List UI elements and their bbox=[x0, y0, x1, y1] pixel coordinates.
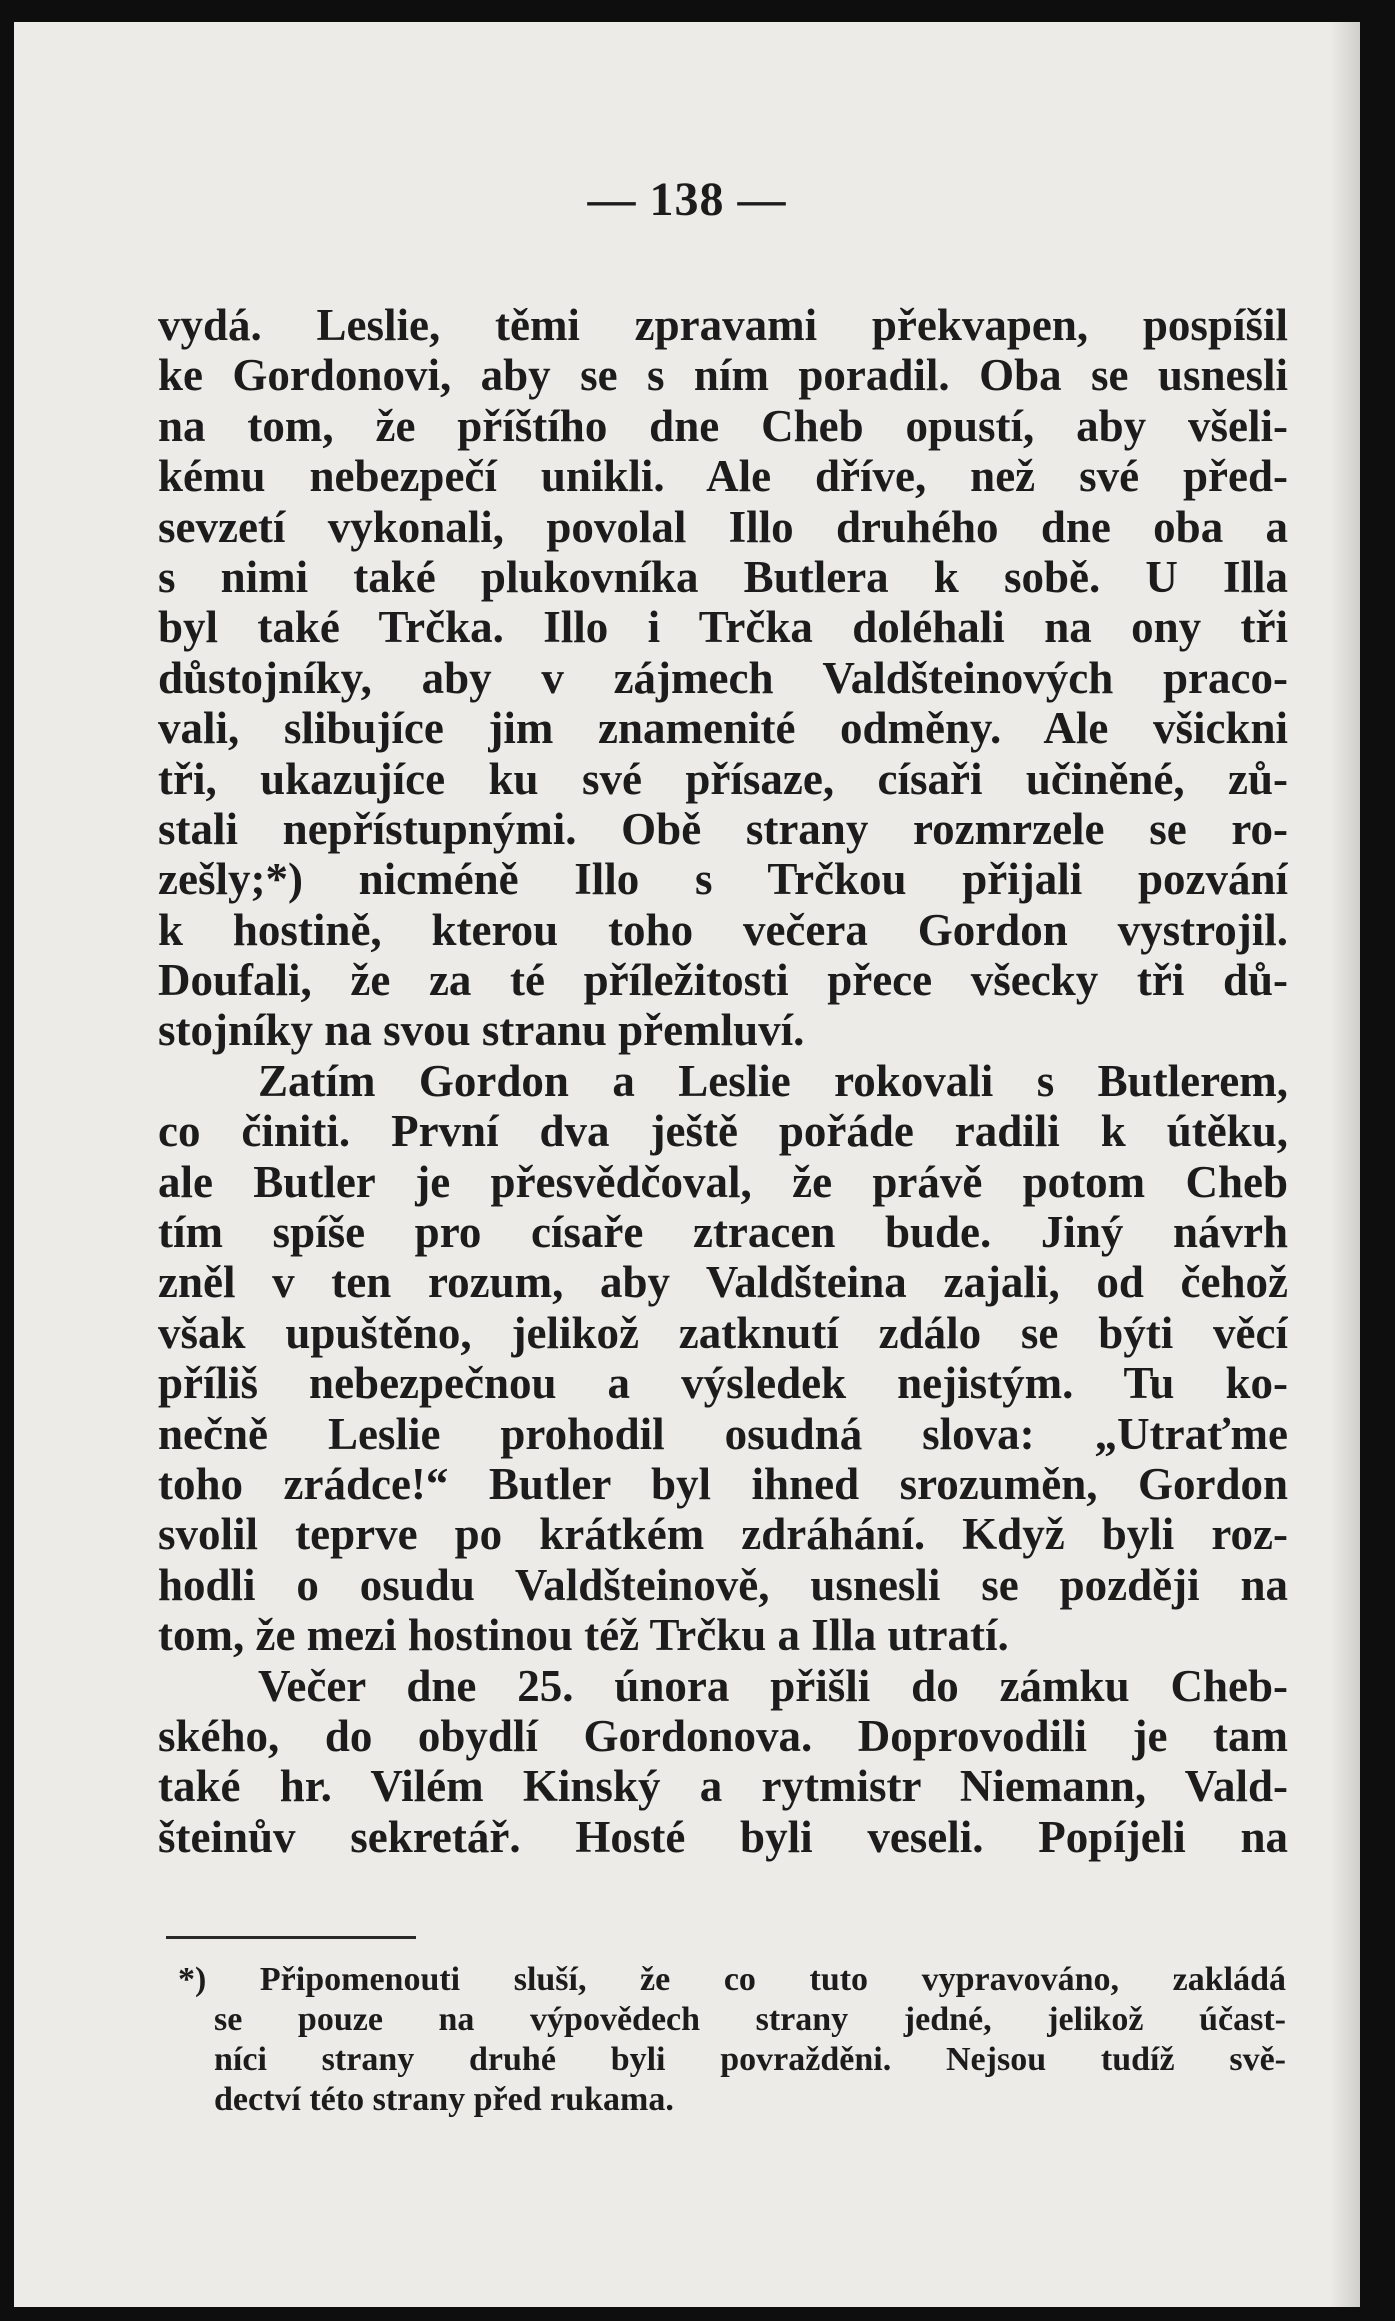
paragraph-start-line: Večer dne 25. února přišli do zámku Cheb- bbox=[258, 1660, 1288, 1711]
text-line: co činiti. První dva ještě pořáde radili k útěku, bbox=[158, 1106, 1288, 1157]
text-line: příliš nebezpečnou a výsledek nejistým. Tu ko- bbox=[158, 1358, 1288, 1409]
text-line: zněl v ten rozum, aby Valdšteina zajali, od čehož bbox=[158, 1257, 1288, 1308]
text-line: tím spíše pro císaře ztracen bude. Jiný návrh bbox=[158, 1207, 1288, 1258]
footnote-line: *) Připomenouti sluší, že co tuto vypravováno, zakládá bbox=[178, 1961, 1286, 1998]
footnote-line: dectví této strany před rukama. bbox=[214, 2081, 674, 2118]
book-page bbox=[14, 22, 1360, 2307]
paragraph-start-line: Zatím Gordon a Leslie rokovali s Butlerem, bbox=[258, 1055, 1288, 1106]
text-line: ského, do obydlí Gordonova. Doprovodili je tam bbox=[158, 1710, 1288, 1761]
text-line: s nimi také plukovníka Butlera k sobě. U Illa bbox=[158, 551, 1288, 602]
text-line: ale Butler je přesvědčoval, že právě potom Cheb bbox=[158, 1156, 1288, 1207]
footnote-line: níci strany druhé byli povražděni. Nejsou tudíž svě- bbox=[214, 2041, 1286, 2078]
text-line: ke Gordonovi, aby se s ním poradil. Oba se usnesli bbox=[158, 350, 1288, 401]
text-line: vydá. Leslie, těmi zpravami překvapen, pospíšil bbox=[158, 300, 1288, 350]
paragraph-end-line: stojníky na svou stranu přemluví. bbox=[158, 1005, 805, 1056]
text-line: toho zrádce!“ Butler byl ihned srozuměn, Gordon bbox=[158, 1458, 1288, 1509]
text-line: kému nebezpečí unikli. Ale dříve, než své před- bbox=[158, 451, 1288, 502]
text-line: však upuštěno, jelikož zatknutí zdálo se býti věcí bbox=[158, 1307, 1288, 1358]
paragraph-end-line: tom, že mezi hostinou též Trčku a Illa utratí. bbox=[158, 1610, 1009, 1661]
text-line: důstojníky, aby v zájmech Valdšteinových praco- bbox=[158, 652, 1288, 703]
text-line: sevzetí vykonali, povolal Illo druhého dne oba a bbox=[158, 501, 1288, 552]
text-line: hodli o osudu Valdšteinově, usnesli se později na bbox=[158, 1559, 1288, 1610]
body-text bbox=[158, 300, 1288, 1862]
page-edge-shadow bbox=[1330, 22, 1360, 2307]
text-line: stali nepřístupnými. Obě strany rozmrzele se ro- bbox=[158, 803, 1288, 854]
footnote-line: se pouze na výpovědech strany jedné, jelikož účast- bbox=[214, 2001, 1286, 2038]
text-line: na tom, že příštího dne Cheb opustí, aby všeli- bbox=[158, 400, 1288, 451]
text-line: šteinův sekretář. Hosté byli veseli. Popíjeli na bbox=[158, 1811, 1288, 1862]
footnote-divider bbox=[166, 1936, 416, 1939]
text-line: zešly;*) nicméně Illo s Trčkou přijali pozvání bbox=[158, 854, 1288, 905]
text-line: vali, slibujíce jim znamenité odměny. Ale všickni bbox=[158, 703, 1288, 754]
page-number: — 138 — bbox=[587, 173, 787, 226]
text-line: také hr. Vilém Kinský a rytmistr Niemann, Vald- bbox=[158, 1761, 1288, 1812]
text-line: nečně Leslie prohodil osudná slova: „Utraťme bbox=[158, 1408, 1288, 1459]
text-line: Doufali, že za té příležitosti přece všecky tři dů- bbox=[158, 955, 1288, 1006]
text-line: svolil teprve po krátkém zdráhání. Když byli roz- bbox=[158, 1509, 1288, 1560]
footnote bbox=[178, 1960, 1286, 2120]
text-line: tři, ukazujíce ku své přísaze, císaři učiněné, zů- bbox=[158, 753, 1288, 804]
text-line: byl také Trčka. Illo i Trčka doléhali na ony tři bbox=[158, 602, 1288, 653]
text-line: k hostině, kterou toho večera Gordon vystrojil. bbox=[158, 904, 1288, 955]
